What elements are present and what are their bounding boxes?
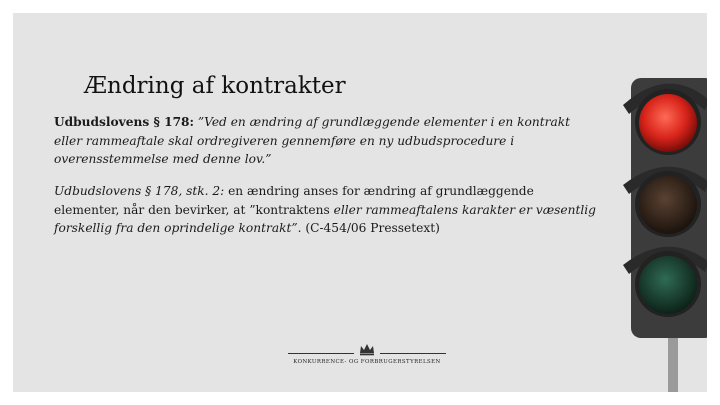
slide-title: Ændring af kontrakter [84, 73, 346, 99]
paragraph-reference: Udbudslovens § 178, stk. 2: [54, 184, 225, 198]
crown-icon [358, 343, 376, 356]
paragraph-section-178 [54, 113, 599, 169]
paragraph-section-178-stk2 [54, 182, 599, 238]
paragraph-quote: ”Ved en ændring af grundlæggende elementer i en kontrakt eller rammeaftale skal ordregiveren gennemføre en ny udbudsprocedure i overensstemmelse med denne lov.” [54, 115, 571, 167]
agency-name: KONKURRENCE- OG FORBRUGERSTYRELSEN [293, 359, 441, 365]
slide [13, 13, 707, 392]
traffic-light-image [613, 70, 707, 392]
light-pole [668, 335, 678, 392]
logo-rule-left [288, 353, 354, 354]
paragraph-citation: (C-454/06 Pressetext) [301, 221, 440, 236]
paragraph-lead: Udbudslovens § 178: [54, 115, 195, 129]
paragraph-text: en ændring anses for ændring af grundlæggende elementer, når den bevirker, at ”kontraktens [54, 184, 534, 217]
logo-rule-right [380, 353, 446, 354]
paragraph-quote-italic: eller rammeaftalens karakter er væsentlig forskellig fra den oprindelige kontrakt”. [54, 202, 596, 236]
agency-logo [288, 343, 446, 373]
